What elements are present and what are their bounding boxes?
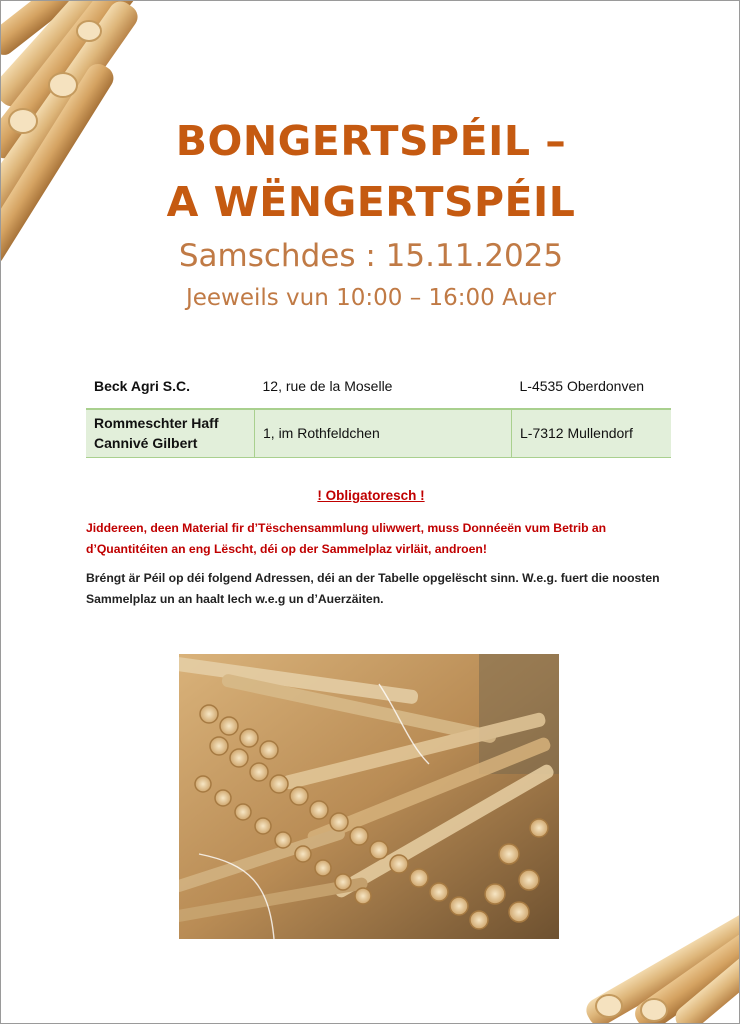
location-town: L-4535 Oberdonven [512, 364, 672, 409]
title-line-1: BONGERTSPÉIL – [175, 117, 567, 165]
wooden-stakes-bottom-right-image [549, 898, 739, 1023]
location-name [86, 364, 255, 409]
stacked-wooden-posts-photo [179, 654, 559, 939]
event-date: Samschdes : 15.11.2025 [178, 238, 564, 274]
location-street: 12, rue de la Moselle [255, 364, 512, 409]
table-row [86, 364, 671, 409]
mandatory-notice-text: Jiddereen, deen Material fir d’Tëschensammlung uliwwert, muss Donnéeën vum Betrib an d’Quantitéiten an eng Lëscht, déi op der Sammelplaz virläit, androen! [86, 521, 607, 556]
event-hours: Jeeweils vun 10:00 – 16:00 Auer [185, 285, 557, 311]
location-name [86, 409, 255, 457]
table-row [86, 409, 671, 457]
mandatory-notice-heading: ! Obligatoresch ! [317, 488, 425, 503]
location-town: L-7312 Mullendorf [512, 409, 672, 457]
location-name-line: Beck Agri S.C. [94, 377, 190, 394]
location-name-line: Cannivé Gilbert [94, 435, 198, 452]
location-street: 1, im Rothfeldchen [255, 409, 512, 457]
instructions-text: Bréngt är Péil op déi folgend Adressen, déi an der Tabelle opgelëscht sinn. W.e.g. fuert die noosten Sammelplaz un an haalt Iech w.e.g un d’Auerzäiten. [86, 571, 660, 606]
location-name-line: Rommeschter Haff [94, 415, 219, 431]
address-table [86, 364, 671, 458]
title-line-2: A WËNGERTSPÉIL [166, 178, 576, 226]
